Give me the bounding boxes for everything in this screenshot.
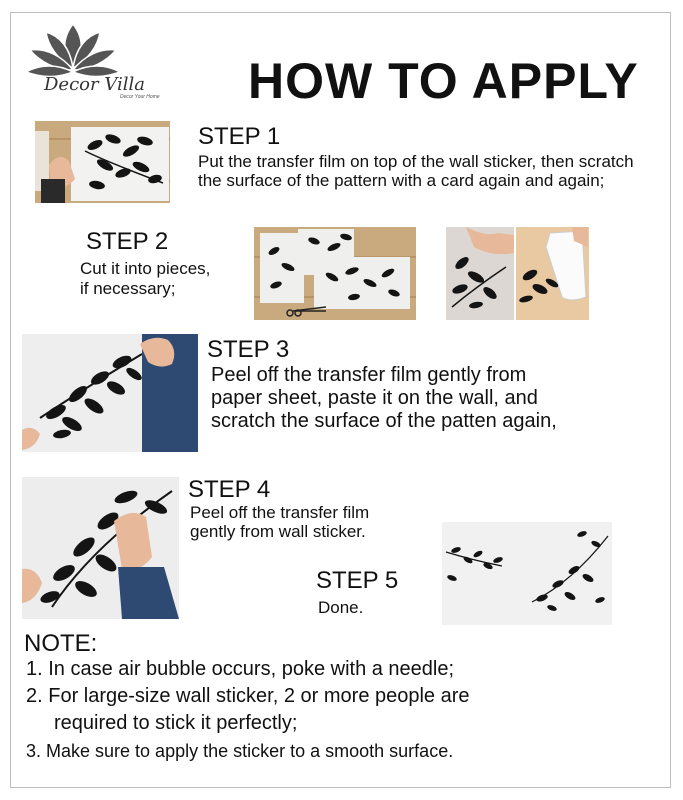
step2-photo-cut xyxy=(254,227,416,320)
step4-photo xyxy=(22,477,179,619)
page-title: HOW TO APPLY xyxy=(248,53,639,109)
step1-text-line1: Put the transfer film on top of the wall sticker, then scratch xyxy=(198,152,634,171)
step1-text-line2: the surface of the pattern with a card again and again; xyxy=(198,171,605,190)
step2-photo-hand-a xyxy=(446,227,514,320)
note-item-3: 3. Make sure to apply the sticker to a smooth surface. xyxy=(26,741,454,761)
step2-heading: STEP 2 xyxy=(86,228,169,255)
step5-photo xyxy=(442,522,612,625)
step2-photo-hand-b xyxy=(516,227,589,320)
step3-text-line2: paper sheet, paste it on the wall, and xyxy=(211,387,538,409)
step2-text-line1: Cut it into pieces, xyxy=(80,259,211,278)
note-item-1: 1. In case air bubble occurs, poke with a needle; xyxy=(26,658,455,680)
step1-photo xyxy=(35,121,170,203)
step5-heading: STEP 5 xyxy=(316,567,399,594)
step3-text-line1: Peel off the transfer film gently from xyxy=(211,364,527,386)
step3-text-line3: scratch the surface of the patten again, xyxy=(211,410,557,432)
brand-tagline: Decor Your Home xyxy=(120,94,160,100)
step4-text-line1: Peel off the transfer film xyxy=(190,503,370,522)
step4-text-line2: gently from wall sticker. xyxy=(190,522,366,541)
note-item-2-continued: required to stick it perfectly; xyxy=(54,712,298,734)
step2-text-line2: if necessary; xyxy=(80,279,176,298)
brand-name: Decor Villa xyxy=(44,74,146,95)
step3-photo xyxy=(22,334,198,452)
note-heading: NOTE: xyxy=(24,630,98,657)
step5-text-line1: Done. xyxy=(318,598,364,617)
step1-heading: STEP 1 xyxy=(198,123,281,150)
step3-heading: STEP 3 xyxy=(207,336,290,363)
step4-heading: STEP 4 xyxy=(188,476,271,503)
note-item-2: 2. For large-size wall sticker, 2 or more people are xyxy=(26,685,470,707)
